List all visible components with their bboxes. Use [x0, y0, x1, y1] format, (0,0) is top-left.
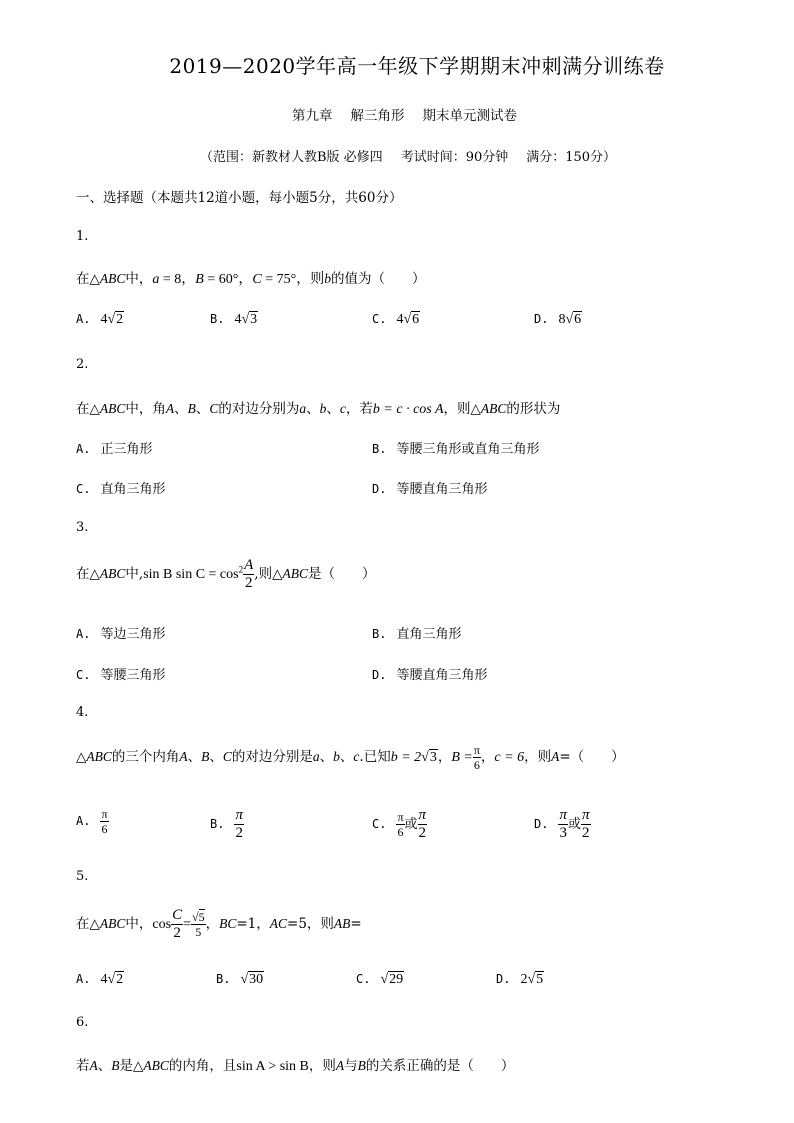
option-d[interactable]: D. 8√6 [534, 312, 582, 327]
or-text: 或 [567, 817, 581, 832]
option-c[interactable]: C. 4√6 [372, 312, 420, 327]
option-label: C. [76, 668, 91, 682]
option-label: B. [210, 312, 225, 326]
option-c[interactable] [76, 664, 165, 683]
option-label: A. [76, 972, 91, 986]
question-number: 5. [76, 869, 89, 884]
question-text [76, 558, 375, 591]
fraction-numerator: π [559, 807, 567, 823]
var: ABC [86, 749, 112, 764]
option-b[interactable]: B. √30 [216, 972, 264, 987]
text: ， [480, 749, 495, 765]
text: 、 [174, 401, 188, 417]
question-number: 1. [76, 229, 89, 244]
test-name-label: 期末单元测试卷 [422, 108, 517, 124]
text: △ [76, 749, 87, 765]
option-a[interactable] [76, 438, 152, 457]
question-number: 6. [76, 1015, 89, 1030]
fraction-denominator: 2 [244, 575, 253, 591]
subtitle-info [200, 146, 616, 165]
text: 在△ [76, 916, 100, 932]
option-label: D. [372, 482, 387, 496]
option-text: 等腰直角三角形 [396, 482, 488, 497]
text: ，则 [524, 749, 552, 765]
question-text [76, 267, 425, 288]
option-label: C. [76, 482, 91, 496]
var: b [324, 271, 331, 286]
text: 、 [209, 749, 223, 765]
fraction-numerator: 5 [198, 910, 205, 924]
radicand: 30 [249, 972, 264, 987]
text: ，则△ [443, 401, 481, 417]
math: = 8， [159, 272, 196, 287]
fraction-denominator: 2 [581, 825, 590, 841]
text: 的关系正确的是（ ） [365, 1058, 515, 1074]
var: ABC [143, 1058, 169, 1073]
text: 中， [125, 271, 153, 287]
text: 、 [339, 749, 354, 765]
option-label: B. [372, 627, 387, 641]
text: =1， [236, 916, 270, 932]
fraction-denominator: 2 [418, 825, 427, 841]
text: 、 [187, 749, 202, 765]
option-a[interactable] [76, 623, 165, 642]
coef: 8 [558, 312, 566, 327]
option-c[interactable] [76, 478, 165, 497]
fraction-numerator: π [581, 807, 590, 823]
var: C [252, 272, 262, 287]
text: =（ ） [559, 749, 625, 765]
option-label: D. [534, 312, 549, 326]
fraction-numerator: π [235, 807, 243, 823]
text: =5，则 [287, 916, 334, 932]
text: ，若 [345, 401, 373, 417]
option-text: 等腰三角形或直角三角形 [396, 442, 540, 457]
option-label: B. [372, 442, 387, 456]
option-text: 等腰直角三角形 [396, 668, 488, 683]
option-label: C. [356, 972, 371, 986]
radicand: 29 [389, 972, 404, 987]
coef: 4 [234, 312, 242, 327]
math: sin B sin C = cos [143, 567, 239, 582]
math: b = c · cos A [372, 402, 444, 417]
option-b[interactable] [372, 623, 461, 642]
text: 中, [125, 566, 144, 582]
var: A [551, 749, 560, 764]
fraction-numerator: π [418, 807, 427, 823]
option-label: A. [76, 627, 91, 641]
var: B [201, 749, 210, 764]
radicand: 2 [116, 972, 124, 987]
option-a[interactable]: A. 4√2 [76, 312, 124, 327]
text: 中，角 [125, 401, 166, 417]
option-label: A. [76, 814, 91, 828]
option-label: C. [372, 312, 387, 326]
fraction-denominator: 2 [173, 925, 181, 941]
coef: 2 [520, 972, 528, 987]
math: sin A > sin B [236, 1059, 309, 1074]
or-text: 或 [404, 817, 418, 832]
superscript: 2 [238, 564, 244, 575]
var: a [299, 401, 307, 416]
text: 的三个内角 [111, 749, 180, 765]
math: = [183, 917, 191, 932]
math: = 60°， [203, 272, 253, 287]
question-number: 2. [76, 357, 89, 372]
math: = 75°，则 [261, 272, 325, 287]
option-d[interactable] [372, 664, 487, 683]
fraction-numerator: π [397, 810, 404, 824]
fraction-numerator: π [473, 743, 480, 757]
section-heading: 一、选择题（本题共12道小题，每小题5分，共60分） [76, 190, 403, 206]
math: B = [451, 750, 473, 765]
option-text: 正三角形 [100, 442, 153, 457]
fraction-numerator: A [244, 557, 254, 573]
text: 、 [195, 401, 210, 417]
var: ABC [99, 401, 126, 416]
var: b [319, 401, 327, 416]
fraction-numerator: π [101, 807, 108, 821]
text: ，则 [308, 1058, 336, 1074]
text: ， [437, 749, 452, 765]
fraction-denominator: 6 [101, 822, 108, 836]
radicand: 5 [536, 972, 544, 987]
coef: 4 [100, 312, 108, 327]
text: 在△ [76, 271, 100, 287]
fraction-numerator: C [172, 907, 183, 923]
time-label: 考试时间：90分钟 [400, 150, 509, 165]
var: ABC [99, 271, 126, 286]
text: 的对边分别是 [231, 749, 313, 765]
var: A [165, 401, 175, 416]
text: 、 [319, 749, 334, 765]
text: 是（ ） [307, 566, 376, 582]
fraction-denominator: 6 [397, 825, 404, 839]
math: b = 2 [390, 750, 422, 765]
var: A [335, 1058, 345, 1073]
math: cos [152, 917, 172, 932]
var: ABC [480, 401, 507, 416]
question-text [76, 1054, 514, 1075]
text: 的对边分别为 [218, 401, 300, 417]
fraction-denominator: 6 [473, 758, 480, 772]
text: 、 [306, 401, 320, 417]
var: ABC [99, 566, 126, 581]
text: 的内角，且 [168, 1058, 237, 1074]
option-d[interactable] [534, 808, 591, 841]
radicand: 3 [429, 750, 437, 765]
score-label: 满分：150分） [526, 150, 617, 165]
text: 在△ [76, 401, 100, 417]
var: B [195, 272, 204, 287]
radicand: 6 [574, 312, 582, 327]
option-label: D. [372, 668, 387, 682]
math: c = 6 [494, 750, 525, 765]
question-text: △ABC的三个内角A、B、C的对边分别是a、b、c.已知b = 2√3，B = $\frac{\pi}{6}$ ，c = 6，则A=（ ） [76, 743, 625, 772]
var: a [152, 272, 160, 287]
topic-label: 解三角形 [350, 108, 405, 124]
question-number: 3. [76, 520, 89, 535]
text: ， [205, 916, 220, 932]
option-label: A. [76, 312, 91, 326]
var: b [333, 749, 340, 764]
option-b[interactable] [372, 438, 539, 457]
option-label: C. [372, 817, 387, 831]
text: 的形状为 [506, 401, 561, 417]
var: c [339, 401, 346, 416]
option-text: 等腰三角形 [100, 668, 166, 683]
var: ABC [99, 916, 126, 931]
radicand: 3 [250, 312, 258, 327]
var: B [357, 1058, 366, 1073]
var: A [89, 1058, 98, 1073]
option-c[interactable]: C. √29 [356, 972, 404, 987]
fraction-denominator: 5 [195, 925, 202, 939]
text: 、 [326, 401, 340, 417]
option-d[interactable]: D. 2√5 [496, 972, 544, 987]
text: 若 [76, 1058, 90, 1074]
option-label: A. [76, 442, 91, 456]
var: B [187, 401, 196, 416]
var: B [111, 1058, 120, 1073]
chapter-label: 第九章 [292, 108, 333, 124]
var: AB [333, 916, 351, 931]
var: A [179, 749, 188, 764]
text: 中， [125, 916, 153, 932]
option-text: 等边三角形 [100, 627, 166, 642]
text: = [350, 916, 362, 932]
var: c [353, 749, 360, 764]
var: AC [269, 916, 288, 931]
question-number: 4. [76, 705, 89, 720]
option-label: B. [210, 817, 225, 831]
option-text: 直角三角形 [100, 482, 166, 497]
var: a [312, 749, 320, 764]
subtitle-chapter [292, 104, 535, 124]
radicand: 2 [116, 312, 124, 327]
coef: 4 [396, 312, 404, 327]
var: C [209, 401, 219, 416]
option-c[interactable] [372, 808, 427, 841]
option-b[interactable]: B. 4√3 [210, 312, 258, 327]
fraction-denominator: 2 [235, 825, 243, 841]
option-label: B. [216, 972, 231, 986]
var: ABC [282, 566, 308, 581]
question-text: 在△ABC中，cos $\frac{C}{2}$ = $\frac{√5}{5}$ ，BC=1，AC=5，则AB= [76, 907, 362, 941]
option-a[interactable] [76, 808, 109, 835]
radicand: 6 [412, 312, 420, 327]
text: ,则△ [254, 566, 283, 582]
text: .已知 [359, 749, 391, 765]
var: BC [219, 916, 237, 931]
scope-label: （范围：新教材人教B版 必修四 [200, 150, 383, 165]
option-label: D. [496, 972, 511, 986]
question-text [76, 397, 560, 418]
coef: 4 [100, 972, 108, 987]
option-text: 直角三角形 [396, 627, 462, 642]
option-d[interactable] [372, 478, 487, 497]
text: 是△ [119, 1058, 144, 1074]
option-b[interactable] [210, 808, 244, 841]
text: 在△ [76, 566, 100, 582]
fraction-denominator: 3 [559, 825, 567, 841]
page-title: 2019—2020学年高一年级下学期期末冲刺满分训练卷 [169, 54, 665, 78]
option-a[interactable]: A. 4√2 [76, 972, 124, 987]
option-label: D. [534, 817, 549, 831]
text: 与 [344, 1058, 358, 1074]
var: C [222, 749, 232, 764]
text: 、 [97, 1058, 112, 1074]
text: 的值为（ ） [330, 271, 426, 287]
